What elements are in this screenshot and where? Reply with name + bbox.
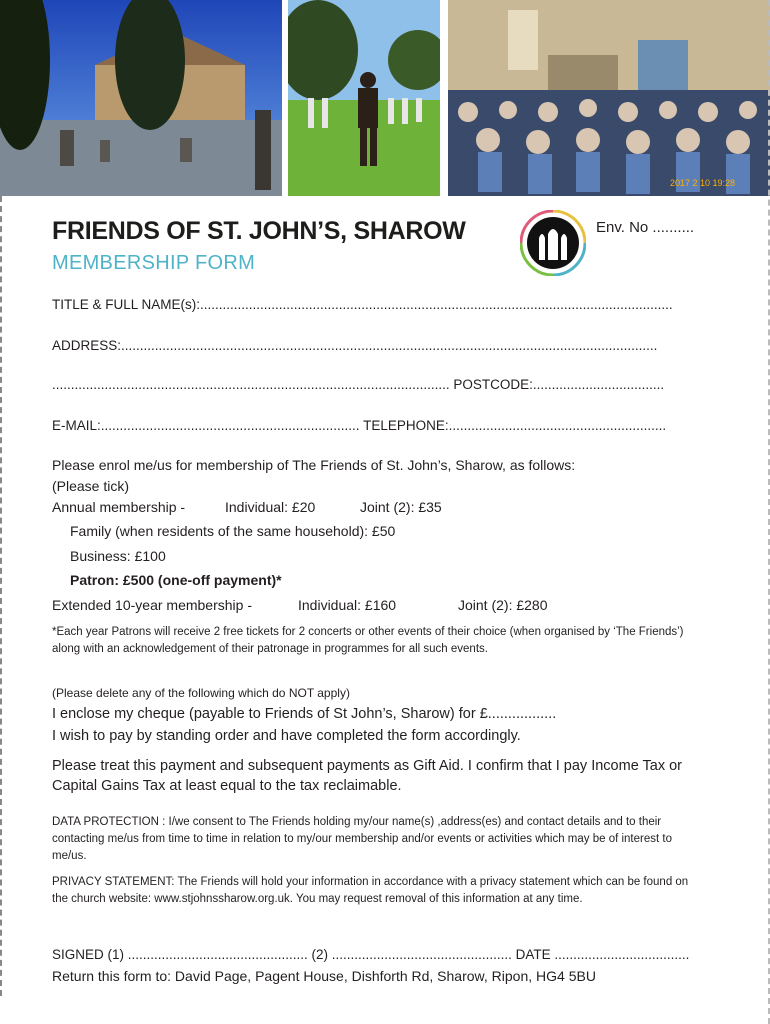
cut-line-left xyxy=(0,196,5,996)
church-window-logo-icon xyxy=(520,210,586,276)
standing-order-option[interactable]: I wish to pay by standing order and have completed the form accordingly. xyxy=(52,728,521,744)
privacy-statement: PRIVACY STATEMENT: The Friends will hold your information in accordance with a privacy statement which can be found on the church website: www.stjohnssharow.org.uk. You may request removal of this information at any time. xyxy=(52,876,689,905)
email-telephone-field[interactable]: E-MAIL:..................................................................... TELEPHONE:.......................................................... xyxy=(52,418,667,433)
option-individual[interactable]: Individual: £20 xyxy=(225,499,316,515)
form-subtitle: MEMBERSHIP FORM xyxy=(52,252,256,274)
cut-line-right xyxy=(766,0,770,1024)
soldier-silhouette-photo xyxy=(288,0,440,196)
annual-membership-label: Annual membership - xyxy=(52,499,186,515)
option-joint[interactable]: Joint (2): £35 xyxy=(360,499,442,515)
signature-date-field[interactable]: SIGNED (1) ................................................ (2) ................................................ DATE .................................... xyxy=(52,947,690,962)
option-extended-individual[interactable]: Individual: £160 xyxy=(298,597,397,613)
option-extended-joint[interactable]: Joint (2): £280 xyxy=(458,597,548,613)
concert-interior-photo xyxy=(448,0,770,196)
address-field[interactable]: ADDRESS:............................................................................................................................................... xyxy=(52,338,658,353)
option-family[interactable]: Family (when residents of the same household): £50 xyxy=(70,523,396,539)
envelope-number-field[interactable]: Env. No .......... xyxy=(596,219,695,236)
address-postcode-field[interactable]: .......................................................................................................... POSTCODE:................................... xyxy=(52,377,665,392)
photo-timestamp: 2017 2 10 19:28 xyxy=(670,178,736,188)
patron-footnote: *Each year Patrons will receive 2 free tickets for 2 concerts or other events of their choice (when organised by ‘The Friends’) along with an acknowledgement of their patronage in programmes for all such events. xyxy=(52,626,684,655)
data-protection-statement: DATA PROTECTION : I/we consent to The Friends holding my/our name(s) ,address(es) and contact details and to their contacting me/us from time to time in relation to my/our membership and/or events or activities which may be of interest to me/us. xyxy=(52,816,672,862)
option-patron[interactable]: Patron: £500 (one-off payment)* xyxy=(70,572,282,588)
full-name-field[interactable]: TITLE & FULL NAME(s):.............................................................................................................................. xyxy=(52,297,673,312)
cheque-option[interactable]: I enclose my cheque (payable to Friends of St John’s, Sharow) for £................. xyxy=(52,706,557,722)
form-title: FRIENDS OF ST. JOHN’S, SHAROW xyxy=(52,217,466,245)
delete-note: (Please delete any of the following which do NOT apply) xyxy=(52,686,350,700)
churchyard-photo xyxy=(0,0,282,196)
gift-aid-declaration: Please treat this payment and subsequent payments as Gift Aid. I confirm that I pay Income Tax or Capital Gains Tax at least equal to the tax reclaimable. xyxy=(52,758,683,794)
return-address: Return this form to: David Page, Pagent House, Dishforth Rd, Sharow, Ripon, HG4 5BU xyxy=(52,968,596,984)
membership-intro: Please enrol me/us for membership of The Friends of St. John’s, Sharow, as follows: xyxy=(52,457,576,473)
tick-instruction: (Please tick) xyxy=(52,478,130,494)
option-business[interactable]: Business: £100 xyxy=(70,548,166,564)
extended-membership-label: Extended 10-year membership - xyxy=(52,597,252,613)
